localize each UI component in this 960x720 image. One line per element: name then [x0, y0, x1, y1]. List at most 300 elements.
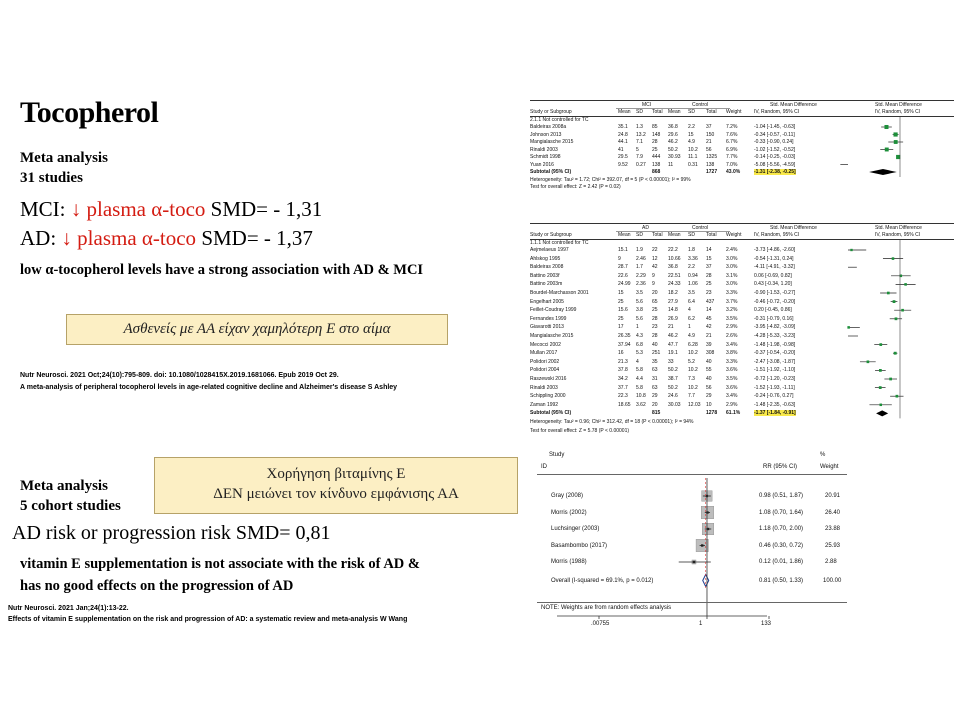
- study-value: 10.66: [668, 255, 681, 262]
- study-header: Study: [549, 452, 565, 458]
- study-value: 11.1: [688, 154, 698, 160]
- study-value: 0.20 [-0.45, 0.86]: [754, 307, 792, 314]
- study-value: 41: [618, 146, 624, 153]
- reference-citation-bottom: Nutr Neurosci. 2021 Jan;24(1):13-22.: [8, 605, 129, 612]
- weight-header: Weight: [820, 464, 839, 470]
- study-value: 3.5%: [726, 376, 738, 382]
- study-marker: [894, 140, 898, 144]
- mci-smd-value: SMD= - 1,31: [210, 197, 323, 221]
- cohort-studies-count: 5 cohort studies: [20, 498, 121, 514]
- association-finding: low α-tocopherol levels have a strong association with AD & MCI: [20, 262, 424, 278]
- study-value: 56: [706, 384, 712, 391]
- study-value: 9: [652, 281, 655, 288]
- study-value: 3.6%: [726, 367, 738, 374]
- study-name: Rinaldi 2003: [530, 384, 558, 391]
- study-weight: 2.88: [825, 559, 837, 565]
- subtotal-diamond: [876, 410, 888, 416]
- study-value: 15.6: [618, 307, 628, 314]
- column-header: IV, Random, 95% CI: [754, 109, 800, 115]
- study-rr-ci: 0.46 (0.30, 0.72): [759, 542, 804, 549]
- mci-label: MCI:: [20, 197, 66, 221]
- study-value: -1.52 [-1.93, -1.11]: [754, 384, 795, 391]
- study-name: Schippling 2000: [530, 393, 566, 400]
- study-value: 21.3: [618, 358, 628, 365]
- study-name: Mangialasche 2015: [530, 139, 574, 145]
- study-value: -0.24 [-0.76, 0.27]: [754, 393, 794, 400]
- supplementation-finding-1: vitamin E supplementation is not associate with the risk of AD &: [20, 556, 420, 572]
- ad-smd-line: [20, 226, 313, 251]
- column-header: Mean: [618, 232, 631, 238]
- study-value: 30.93: [668, 154, 681, 160]
- subtotal-total2: 1278: [706, 410, 718, 417]
- study-value: 5.6: [636, 315, 643, 322]
- study-name: Mecocci 2002: [530, 341, 561, 348]
- study-name: Yuan 2016: [530, 161, 554, 168]
- column-header: Study or Subgroup: [530, 232, 572, 238]
- study-value: 3.7%: [726, 298, 738, 305]
- subtotal-label: Subtotal (95% CI): [530, 410, 572, 417]
- heterogeneity-text: Heterogeneity: Tau² = 1.72; Chi² = 392.07, df = 5 (P < 0.00001); I² = 99%: [530, 176, 691, 183]
- study-value: 39: [706, 341, 712, 348]
- study-value: 138: [706, 161, 715, 168]
- study-name: Battino 2003m: [530, 281, 563, 288]
- study-value: 19.1: [668, 350, 678, 357]
- study-value: 2.6%: [726, 333, 738, 339]
- study-value: -5.08 [-5.56, -4.59]: [754, 161, 796, 168]
- study-name: Basambombo (2017): [551, 542, 608, 549]
- forest-plot-mci: [530, 100, 954, 220]
- group2-header: Control: [692, 102, 709, 108]
- study-value: 0.94: [688, 272, 698, 279]
- study-value: 148: [652, 131, 661, 138]
- subtotal-total1: 868: [652, 169, 661, 175]
- study-value: 37.94: [618, 341, 631, 348]
- study-value: -0.90 [-1.53, -0.27]: [754, 290, 796, 296]
- study-value: 22.3: [618, 393, 628, 400]
- group1-header: AD: [642, 225, 649, 231]
- column-header: SD: [688, 109, 695, 115]
- point-estimate: [693, 561, 695, 563]
- column-header: Weight: [726, 232, 742, 238]
- study-value: 7.9: [636, 154, 643, 160]
- study-value: 3.5: [688, 290, 695, 296]
- study-value: 29: [652, 393, 658, 400]
- study-value: 17: [618, 324, 624, 331]
- study-weight: 23.88: [825, 526, 841, 532]
- subtotal-ci: -1.31 [-2.38, -0.25]: [754, 169, 796, 175]
- study-value: 63: [652, 384, 658, 391]
- overall-weight: 100.00: [823, 577, 842, 584]
- column-header: IV, Random, 95% CI: [754, 232, 800, 238]
- study-value: 21: [706, 333, 712, 339]
- study-value: 26.9: [668, 315, 678, 322]
- study-value: 1.8: [688, 247, 695, 253]
- study-value: 37.7: [618, 384, 628, 391]
- study-value: 36.8: [668, 124, 678, 130]
- study-value: 5.2: [688, 358, 695, 365]
- study-value: -3.73 [-4.86, -2.60]: [754, 247, 796, 253]
- study-value: 4: [688, 307, 691, 314]
- note-rule: [537, 602, 847, 603]
- study-value: 5.6: [636, 298, 643, 305]
- down-arrow-icon: ↓: [61, 226, 72, 250]
- study-value: 3.0%: [726, 281, 738, 288]
- study-name: Luchsinger (2003): [551, 526, 600, 532]
- study-value: 4.3: [636, 333, 643, 339]
- study-name: Mangialasche 2015: [530, 333, 574, 339]
- column-header: IV, Random, 95% CI: [875, 109, 921, 115]
- study-value: 29: [706, 393, 712, 400]
- study-value: -0.14 [-0.25, -0.03]: [754, 154, 796, 160]
- study-value: 1325: [706, 154, 718, 160]
- overall-effect-test: Test for overall effect: Z = 5.78 (P < 0.00001): [530, 427, 630, 434]
- study-value: 7.0%: [726, 161, 738, 168]
- ad-smd-value: SMD= - 1,37: [201, 226, 313, 250]
- smd-header: Std. Mean Difference: [770, 102, 817, 108]
- study-value: 6.4: [688, 298, 695, 305]
- study-value: 25: [706, 281, 712, 288]
- study-value: 2.2: [688, 264, 695, 271]
- study-value: 28.7: [618, 264, 628, 271]
- study-name: Fernandes 1999: [530, 315, 567, 322]
- study-value: -4.28 [-5.33, -3.23]: [754, 333, 796, 339]
- meta-analysis-label-bottom: Meta analysis: [20, 478, 108, 494]
- study-value: 40: [652, 341, 658, 348]
- study-value: 10.2: [688, 367, 698, 374]
- study-value: 0.06 [-0.69, 0.82]: [754, 272, 792, 279]
- study-value: 2.29: [636, 272, 646, 279]
- study-value: 13.2: [636, 131, 646, 138]
- study-value: 3.8%: [726, 350, 738, 357]
- study-rr-ci: 0.98 (0.51, 1.87): [759, 493, 804, 499]
- study-name: Engelhart 2005: [530, 298, 564, 305]
- study-name: Zaman 1992: [530, 401, 559, 408]
- study-value: 437: [706, 298, 715, 305]
- study-value: 33: [668, 358, 674, 365]
- study-value: 65: [652, 298, 658, 305]
- study-name: Giavarotti 2013: [530, 324, 564, 331]
- study-value: -1.48 [-1.98, -0.98]: [754, 341, 796, 348]
- study-name: Polidori 2004: [530, 367, 560, 374]
- study-value: 6.2: [688, 315, 695, 322]
- study-value: 37.8: [618, 367, 628, 374]
- study-value: 3.3%: [726, 290, 738, 296]
- study-value: 7.7%: [726, 154, 738, 160]
- page-title: Tocopherol: [20, 96, 159, 129]
- column-header: Mean: [668, 109, 681, 115]
- study-name: Baldeiras 2008: [530, 264, 564, 271]
- study-value: 7.3: [688, 376, 695, 382]
- study-value: 35: [652, 358, 658, 365]
- study-marker: [889, 378, 892, 381]
- study-marker: [892, 257, 895, 260]
- study-value: 4: [636, 358, 639, 365]
- percent-header: %: [820, 452, 826, 458]
- study-value: 6.8: [636, 341, 643, 348]
- study-name: Morris (2002): [551, 509, 587, 516]
- study-value: 5.8: [636, 384, 643, 391]
- study-value: 3.8: [636, 307, 643, 314]
- study-marker: [893, 300, 896, 303]
- study-value: 3.2%: [726, 307, 738, 314]
- study-value: 5.3: [636, 350, 643, 357]
- subgroup-label: 2.1.1 Not controlled for TC: [530, 117, 589, 123]
- study-value: 0.31: [688, 161, 698, 168]
- subtotal-label: Subtotal (95% CI): [530, 169, 572, 175]
- study-value: 16: [618, 350, 624, 357]
- study-value: 3.5: [636, 290, 643, 296]
- column-header: Total: [652, 232, 663, 238]
- study-value: 63: [652, 367, 658, 374]
- study-value: 2.9%: [726, 401, 738, 408]
- study-value: 46.2: [668, 139, 678, 145]
- study-value: 40: [706, 358, 712, 365]
- study-marker: [879, 369, 882, 372]
- study-value: 38.7: [668, 376, 678, 382]
- study-value: 24.6: [668, 393, 678, 400]
- study-value: -0.31 [-0.79, 0.16]: [754, 315, 794, 322]
- reference-citation-top: Nutr Neurosci. 2021 Oct;24(10):795-809. doi: 10.1080/1028415X.2019.1681066. Epub 2019 Oct 29.: [20, 372, 339, 379]
- column-header: SD: [636, 232, 643, 238]
- study-value: -1.51 [-1.92, -1.10]: [754, 367, 796, 374]
- study-value: 50.2: [668, 367, 678, 374]
- study-name: Mullan 2017: [530, 350, 558, 357]
- x-axis-tick-label: 1: [698, 621, 703, 627]
- study-value: 3.1%: [726, 272, 738, 279]
- reference-title-top: A meta-analysis of peripheral tocopherol levels in age-related cognitive decline and Alzheimer's disease S Ashley: [20, 384, 398, 391]
- study-value: 15: [618, 290, 624, 296]
- study-value: 10.2: [688, 146, 698, 153]
- study-value: 85: [652, 124, 658, 130]
- study-value: 12.03: [688, 401, 701, 408]
- study-value: 1: [688, 324, 691, 331]
- study-rr-ci: 1.18 (0.70, 2.00): [759, 526, 804, 532]
- study-value: 18.65: [618, 401, 631, 408]
- greek-box-line-1: Χορήγηση βιταμίνης Ε: [266, 466, 406, 482]
- study-value: 251: [652, 350, 661, 357]
- study-marker: [850, 249, 852, 251]
- study-value: -2.47 [-3.08, -1.87]: [754, 358, 796, 365]
- subtotal-total1: 815: [652, 410, 661, 417]
- column-header: Total: [706, 109, 717, 115]
- study-value: 2.46: [636, 255, 646, 262]
- mci-plasma-text: plasma α-toco: [86, 197, 206, 221]
- study-value: 138: [652, 161, 661, 168]
- study-value: 3.62: [636, 401, 646, 408]
- greek-summary-box-bottom: [154, 457, 518, 514]
- study-value: -0.33 [-0.90, 0.24]: [754, 139, 794, 145]
- study-value: 5: [636, 146, 639, 153]
- study-value: 9.52: [618, 161, 628, 168]
- study-value: 24.33: [668, 281, 681, 288]
- study-value: 9: [652, 272, 655, 279]
- study-value: 4.9: [688, 139, 695, 145]
- study-value: 6.7%: [726, 139, 738, 145]
- study-value: 1.3: [636, 124, 643, 130]
- study-value: 3.6%: [726, 384, 738, 391]
- study-value: 14.8: [668, 307, 678, 314]
- study-value: 10: [706, 401, 712, 408]
- down-arrow-icon: ↓: [70, 197, 82, 221]
- study-value: 2.36: [636, 281, 646, 288]
- smd-plot-header: Std. Mean Difference: [875, 102, 922, 108]
- study-value: 55: [706, 367, 712, 374]
- study-value: 2.4%: [726, 247, 738, 253]
- study-value: 25: [652, 146, 658, 153]
- study-name: Schmidt 1998: [530, 154, 561, 160]
- study-marker: [887, 292, 890, 295]
- forest-plot-svg: [530, 100, 954, 220]
- study-weight: 26.40: [825, 509, 841, 516]
- study-marker: [885, 148, 889, 152]
- x-axis-tick-label: .00755: [591, 621, 610, 627]
- study-value: 1.9: [636, 247, 643, 253]
- study-value: 46.2: [668, 333, 678, 339]
- rr-header: RR (95% CI): [763, 464, 798, 470]
- study-value: 31: [652, 376, 658, 382]
- study-value: 3.4%: [726, 341, 738, 348]
- study-value: 2.2: [688, 124, 695, 130]
- study-marker: [894, 132, 898, 136]
- study-value: 3.0%: [726, 255, 738, 262]
- subtotal-ci: -1.37 [-1.84, -0.91]: [754, 410, 796, 417]
- study-value: -3.95 [-4.82, -3.09]: [754, 324, 796, 331]
- study-value: 50.2: [668, 146, 678, 153]
- overall-label: Overall (I-squared = 69.1%, p = 0.012): [551, 577, 654, 584]
- study-value: 3.5%: [726, 315, 738, 322]
- study-marker: [880, 404, 883, 407]
- id-header: ID: [541, 464, 547, 470]
- study-value: 7.7: [688, 393, 695, 400]
- group2-header: Control: [692, 225, 709, 231]
- reference-title-bottom: Effects of vitamin E supplementation on the risk and progression of AD: a systematic review and meta-analysis W Wang: [8, 616, 408, 623]
- study-value: 35.1: [618, 124, 628, 130]
- study-value: 2.9%: [726, 324, 738, 331]
- study-marker: [867, 360, 870, 363]
- study-value: 28: [706, 272, 712, 279]
- study-rr-ci: 0.12 (0.01, 1.86): [759, 559, 804, 565]
- studies-count: 31 studies: [20, 170, 83, 186]
- study-marker: [896, 395, 899, 398]
- study-marker: [896, 155, 900, 159]
- study-value: -0.54 [-1.31, 0.24]: [754, 255, 794, 262]
- study-value: 14: [706, 307, 712, 314]
- subgroup-label: 1.1.1 Not controlled for TC: [530, 240, 589, 246]
- study-value: 10.2: [688, 350, 698, 357]
- study-name: Bourdel-Marchasson 2001: [530, 290, 589, 296]
- risk-smd-line: AD risk or progression risk SMD= 0,81: [12, 522, 331, 544]
- study-weight: 20.91: [825, 493, 841, 499]
- column-header: SD: [688, 232, 695, 238]
- subtotal-weight: 43.0%: [726, 169, 741, 175]
- study-value: 15.1: [618, 247, 628, 253]
- study-name: Battino 2003f: [530, 272, 560, 279]
- study-value: 24.99: [618, 281, 631, 288]
- subtotal-weight: 61.1%: [726, 410, 741, 417]
- study-value: 3.3%: [726, 358, 738, 365]
- study-value: 30.03: [668, 401, 681, 408]
- study-name: Raszewski 2016: [530, 376, 567, 382]
- study-value: 37: [706, 264, 712, 271]
- study-value: 29.6: [668, 131, 678, 138]
- study-value: 45: [706, 315, 712, 322]
- study-value: 10.2: [688, 384, 698, 391]
- column-header: Mean: [618, 109, 631, 115]
- study-value: 23: [706, 290, 712, 296]
- column-header: Weight: [726, 109, 742, 115]
- study-value: 20: [652, 290, 658, 296]
- study-name: Baldeiras 2008a: [530, 124, 567, 130]
- column-header: Study or Subgroup: [530, 109, 572, 115]
- forest-plot-svg: [530, 223, 954, 445]
- study-value: 28: [652, 315, 658, 322]
- greek-summary-box-top: Ασθενείς με ΑΑ είχαν χαμηλότερη Ε στο αίμα: [66, 314, 448, 345]
- study-value: 47.7: [668, 341, 678, 348]
- study-value: 3.4%: [726, 393, 738, 400]
- study-value: 308: [706, 350, 715, 357]
- overall-diamond: [703, 575, 709, 587]
- study-value: 37: [706, 124, 712, 130]
- study-marker: [879, 343, 882, 346]
- study-marker: [847, 326, 850, 329]
- study-value: 26.35: [618, 333, 631, 339]
- smd-header: Std. Mean Difference: [770, 225, 817, 231]
- mci-smd-line: [20, 197, 322, 222]
- smd-plot-header: Std. Mean Difference: [875, 225, 922, 231]
- subtotal-total2: 1727: [706, 169, 718, 175]
- study-value: 21: [668, 324, 674, 331]
- study-name: Gray (2008): [551, 493, 584, 499]
- column-header: IV, Random, 95% CI: [875, 232, 921, 238]
- study-value: 42: [706, 324, 712, 331]
- study-value: 6.28: [688, 341, 698, 348]
- study-value: -0.37 [-0.54, -0.20]: [754, 350, 796, 357]
- study-value: 7.2%: [726, 124, 738, 130]
- overall-effect-test: Test for overall effect: Z = 2.42 (P = 0.02): [530, 184, 621, 190]
- ad-label: AD:: [20, 226, 57, 250]
- study-name: Polidori 2002: [530, 358, 560, 365]
- study-marker: [879, 386, 882, 389]
- column-header: Total: [706, 232, 717, 238]
- greek-box-line-2: ΔΕΝ μειώνει τον κίνδυνο εμφάνισης ΑΑ: [213, 486, 459, 502]
- meta-analysis-label: Meta analysis: [20, 150, 108, 166]
- study-value: 34.2: [618, 376, 628, 382]
- study-marker: [901, 309, 904, 312]
- study-name: Feillet-Coudray 1999: [530, 307, 577, 314]
- study-value: 25: [652, 307, 658, 314]
- study-marker: [894, 352, 897, 355]
- study-value: 40: [706, 376, 712, 382]
- study-value: 15: [706, 255, 712, 262]
- study-value: 29.5: [618, 154, 628, 160]
- column-header: SD: [636, 109, 643, 115]
- study-value: 12: [652, 255, 658, 262]
- study-value: 444: [652, 154, 661, 160]
- study-value: 1.7: [636, 264, 643, 271]
- study-value: 6.9%: [726, 146, 738, 153]
- forest-plot-vitamin-e-risk: [537, 448, 847, 633]
- study-value: 7.6%: [726, 131, 738, 138]
- study-value: 22: [652, 247, 658, 253]
- study-value: 50.2: [668, 384, 678, 391]
- study-value: 25: [618, 315, 624, 322]
- study-value: 28: [652, 333, 658, 339]
- study-value: 24.8: [618, 131, 628, 138]
- study-name: Ahlskog 1995: [530, 255, 561, 262]
- study-marker: [904, 283, 907, 286]
- study-value: 27.9: [668, 298, 678, 305]
- study-value: 21: [706, 139, 712, 145]
